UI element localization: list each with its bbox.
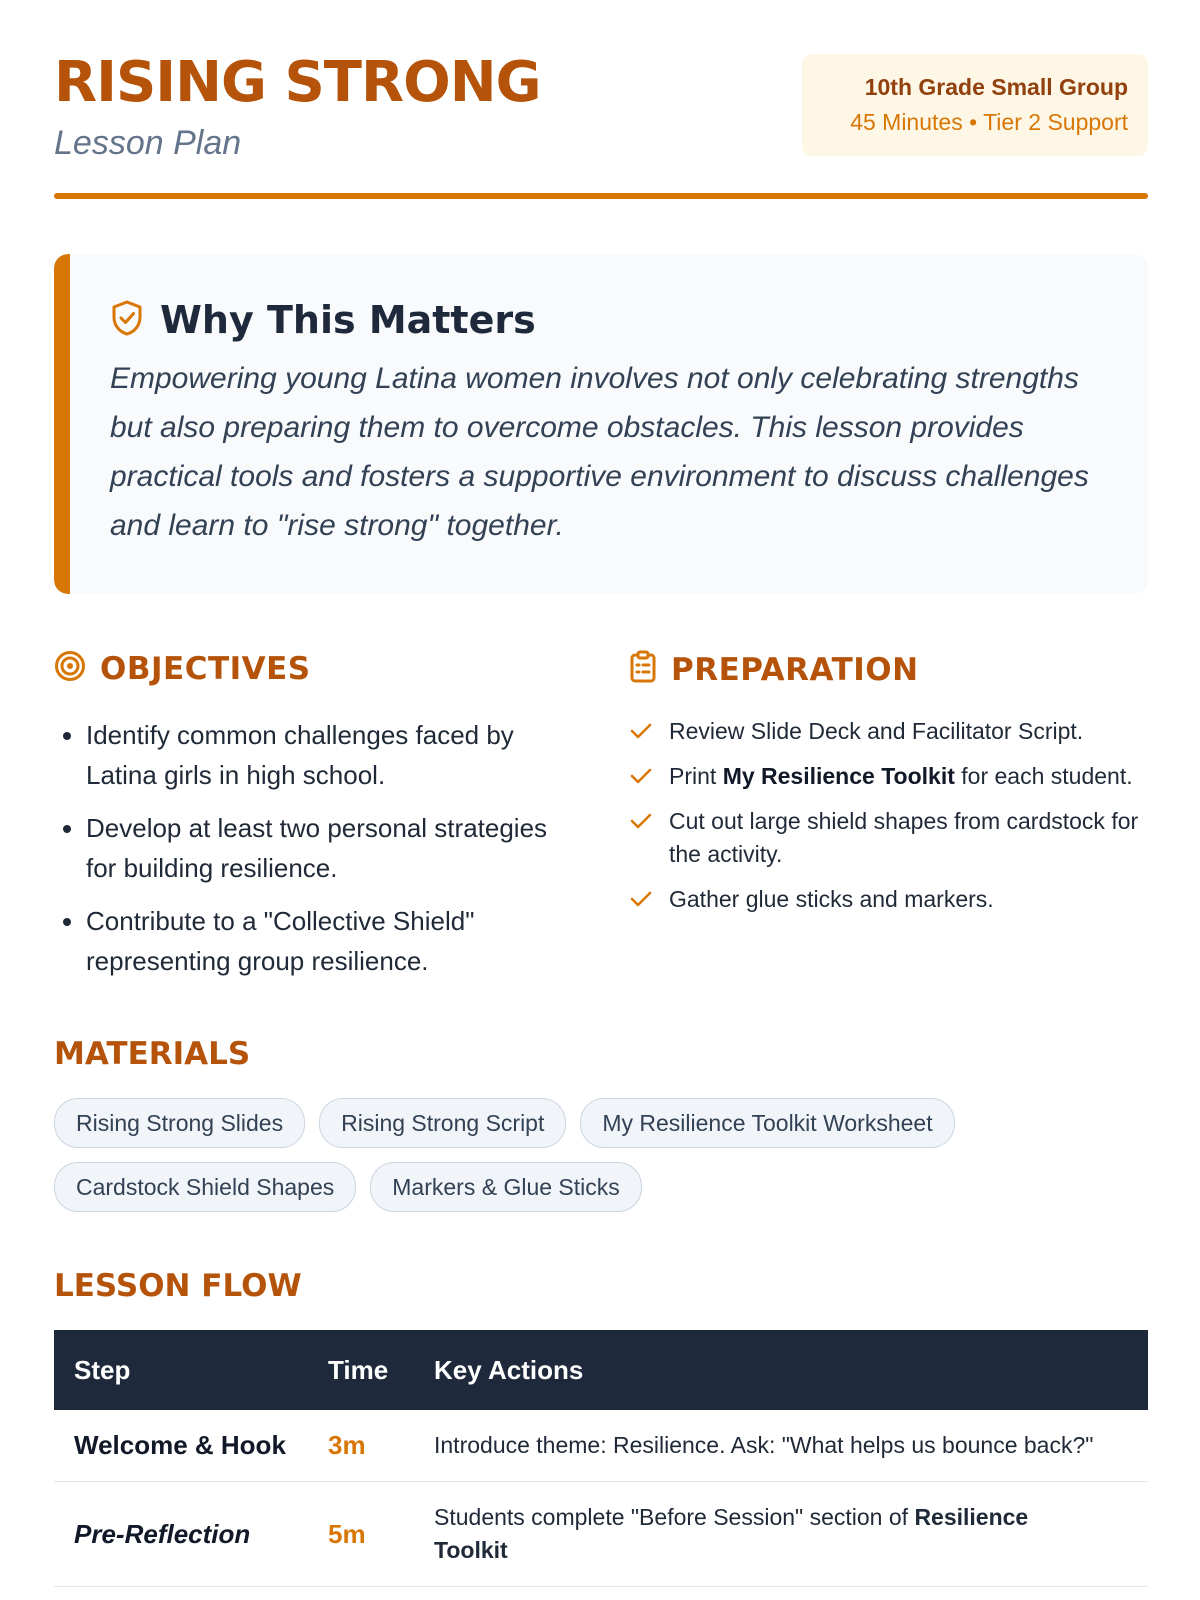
page-subtitle: Lesson Plan (54, 124, 242, 162)
column-header-actions: Key Actions (434, 1354, 584, 1385)
table-header-row (54, 1330, 1148, 1410)
objectives-list (54, 715, 574, 981)
objectives-title: OBJECTIVES (100, 650, 311, 687)
step-cell: Welcome & Hook (74, 1430, 286, 1460)
column-header-step: Step (74, 1354, 131, 1385)
duration-tier-label: 45 Minutes • Tier 2 Support (850, 109, 1128, 135)
material-tag: Cardstock Shield Shapes (54, 1162, 356, 1212)
preparation-text: Review Slide Deck and Facilitator Script. (669, 718, 1084, 744)
preparation-text: Cut out large shield shapes from cardstock for the activity. (669, 808, 1139, 867)
target-icon (54, 650, 86, 687)
lesson-meta-badge (802, 54, 1148, 156)
materials-section (54, 1036, 1148, 1226)
grade-group-label: 10th Grade Small Group (864, 74, 1128, 100)
lesson-flow-table (54, 1330, 1148, 1587)
material-tag: Rising Strong Script (319, 1098, 566, 1148)
clipboard-icon (629, 650, 657, 689)
objectives-header (54, 650, 574, 687)
materials-title: MATERIALS (54, 1036, 251, 1072)
actions-cell: Students complete "Before Session" section of Resilience Toolkit (434, 1504, 1029, 1563)
check-icon (629, 889, 655, 914)
table-row (54, 1410, 1148, 1482)
materials-list (54, 1098, 1074, 1226)
callout-header (110, 298, 536, 342)
why-this-matters-callout (54, 254, 1148, 594)
actions-cell: Introduce theme: Resilience. Ask: "What helps us bounce back?" (434, 1432, 1094, 1458)
lesson-plan-page (54, 0, 1148, 1563)
column-header-time: Time (328, 1354, 389, 1385)
preparation-item (629, 715, 1149, 748)
preparation-title: PREPARATION (671, 651, 919, 688)
objective-item: • Contribute to a "Collective Shield" representing group resilience. (86, 901, 574, 981)
preparation-text: Print My Resilience Toolkit for each student. (669, 763, 1133, 789)
table-row (54, 1482, 1148, 1587)
page-title: RISING STRONG (54, 50, 541, 115)
objective-item: • Develop at least two personal strategies for building resilience. (86, 808, 574, 888)
check-icon (629, 811, 655, 836)
preparation-section (629, 650, 1149, 928)
preparation-item (629, 883, 1149, 916)
step-cell: Pre-Reflection (74, 1518, 251, 1549)
material-tag: Rising Strong Slides (54, 1098, 305, 1148)
header-divider (54, 193, 1148, 199)
objectives-section (54, 650, 574, 994)
time-cell: 3m (328, 1430, 366, 1460)
preparation-text: Gather glue sticks and markers. (669, 886, 994, 912)
objective-item: • Identify common challenges faced by Latina girls in high school. (86, 715, 574, 795)
preparation-item (629, 805, 1149, 871)
preparation-item (629, 760, 1149, 793)
time-cell: 5m (328, 1518, 366, 1549)
material-tag: Markers & Glue Sticks (370, 1162, 642, 1212)
callout-title: Why This Matters (160, 298, 536, 342)
check-icon (629, 766, 655, 791)
preparation-header (629, 650, 1149, 689)
material-tag: My Resilience Toolkit Worksheet (580, 1098, 954, 1148)
preparation-list (629, 715, 1149, 916)
check-icon (629, 721, 655, 746)
lesson-flow-title: LESSON FLOW (54, 1268, 302, 1304)
callout-text: Empowering young Latina women involves not only celebrating strengths but also preparing them to overcome obstacles. This lesson provides practical tools and fosters a supportive environment to discuss challenges and learn to "rise strong" together. (110, 362, 1089, 542)
lesson-flow-section (54, 1268, 1148, 1587)
header (54, 0, 1148, 200)
shield-check-icon (110, 299, 144, 342)
callout-accent-bar (54, 254, 70, 594)
